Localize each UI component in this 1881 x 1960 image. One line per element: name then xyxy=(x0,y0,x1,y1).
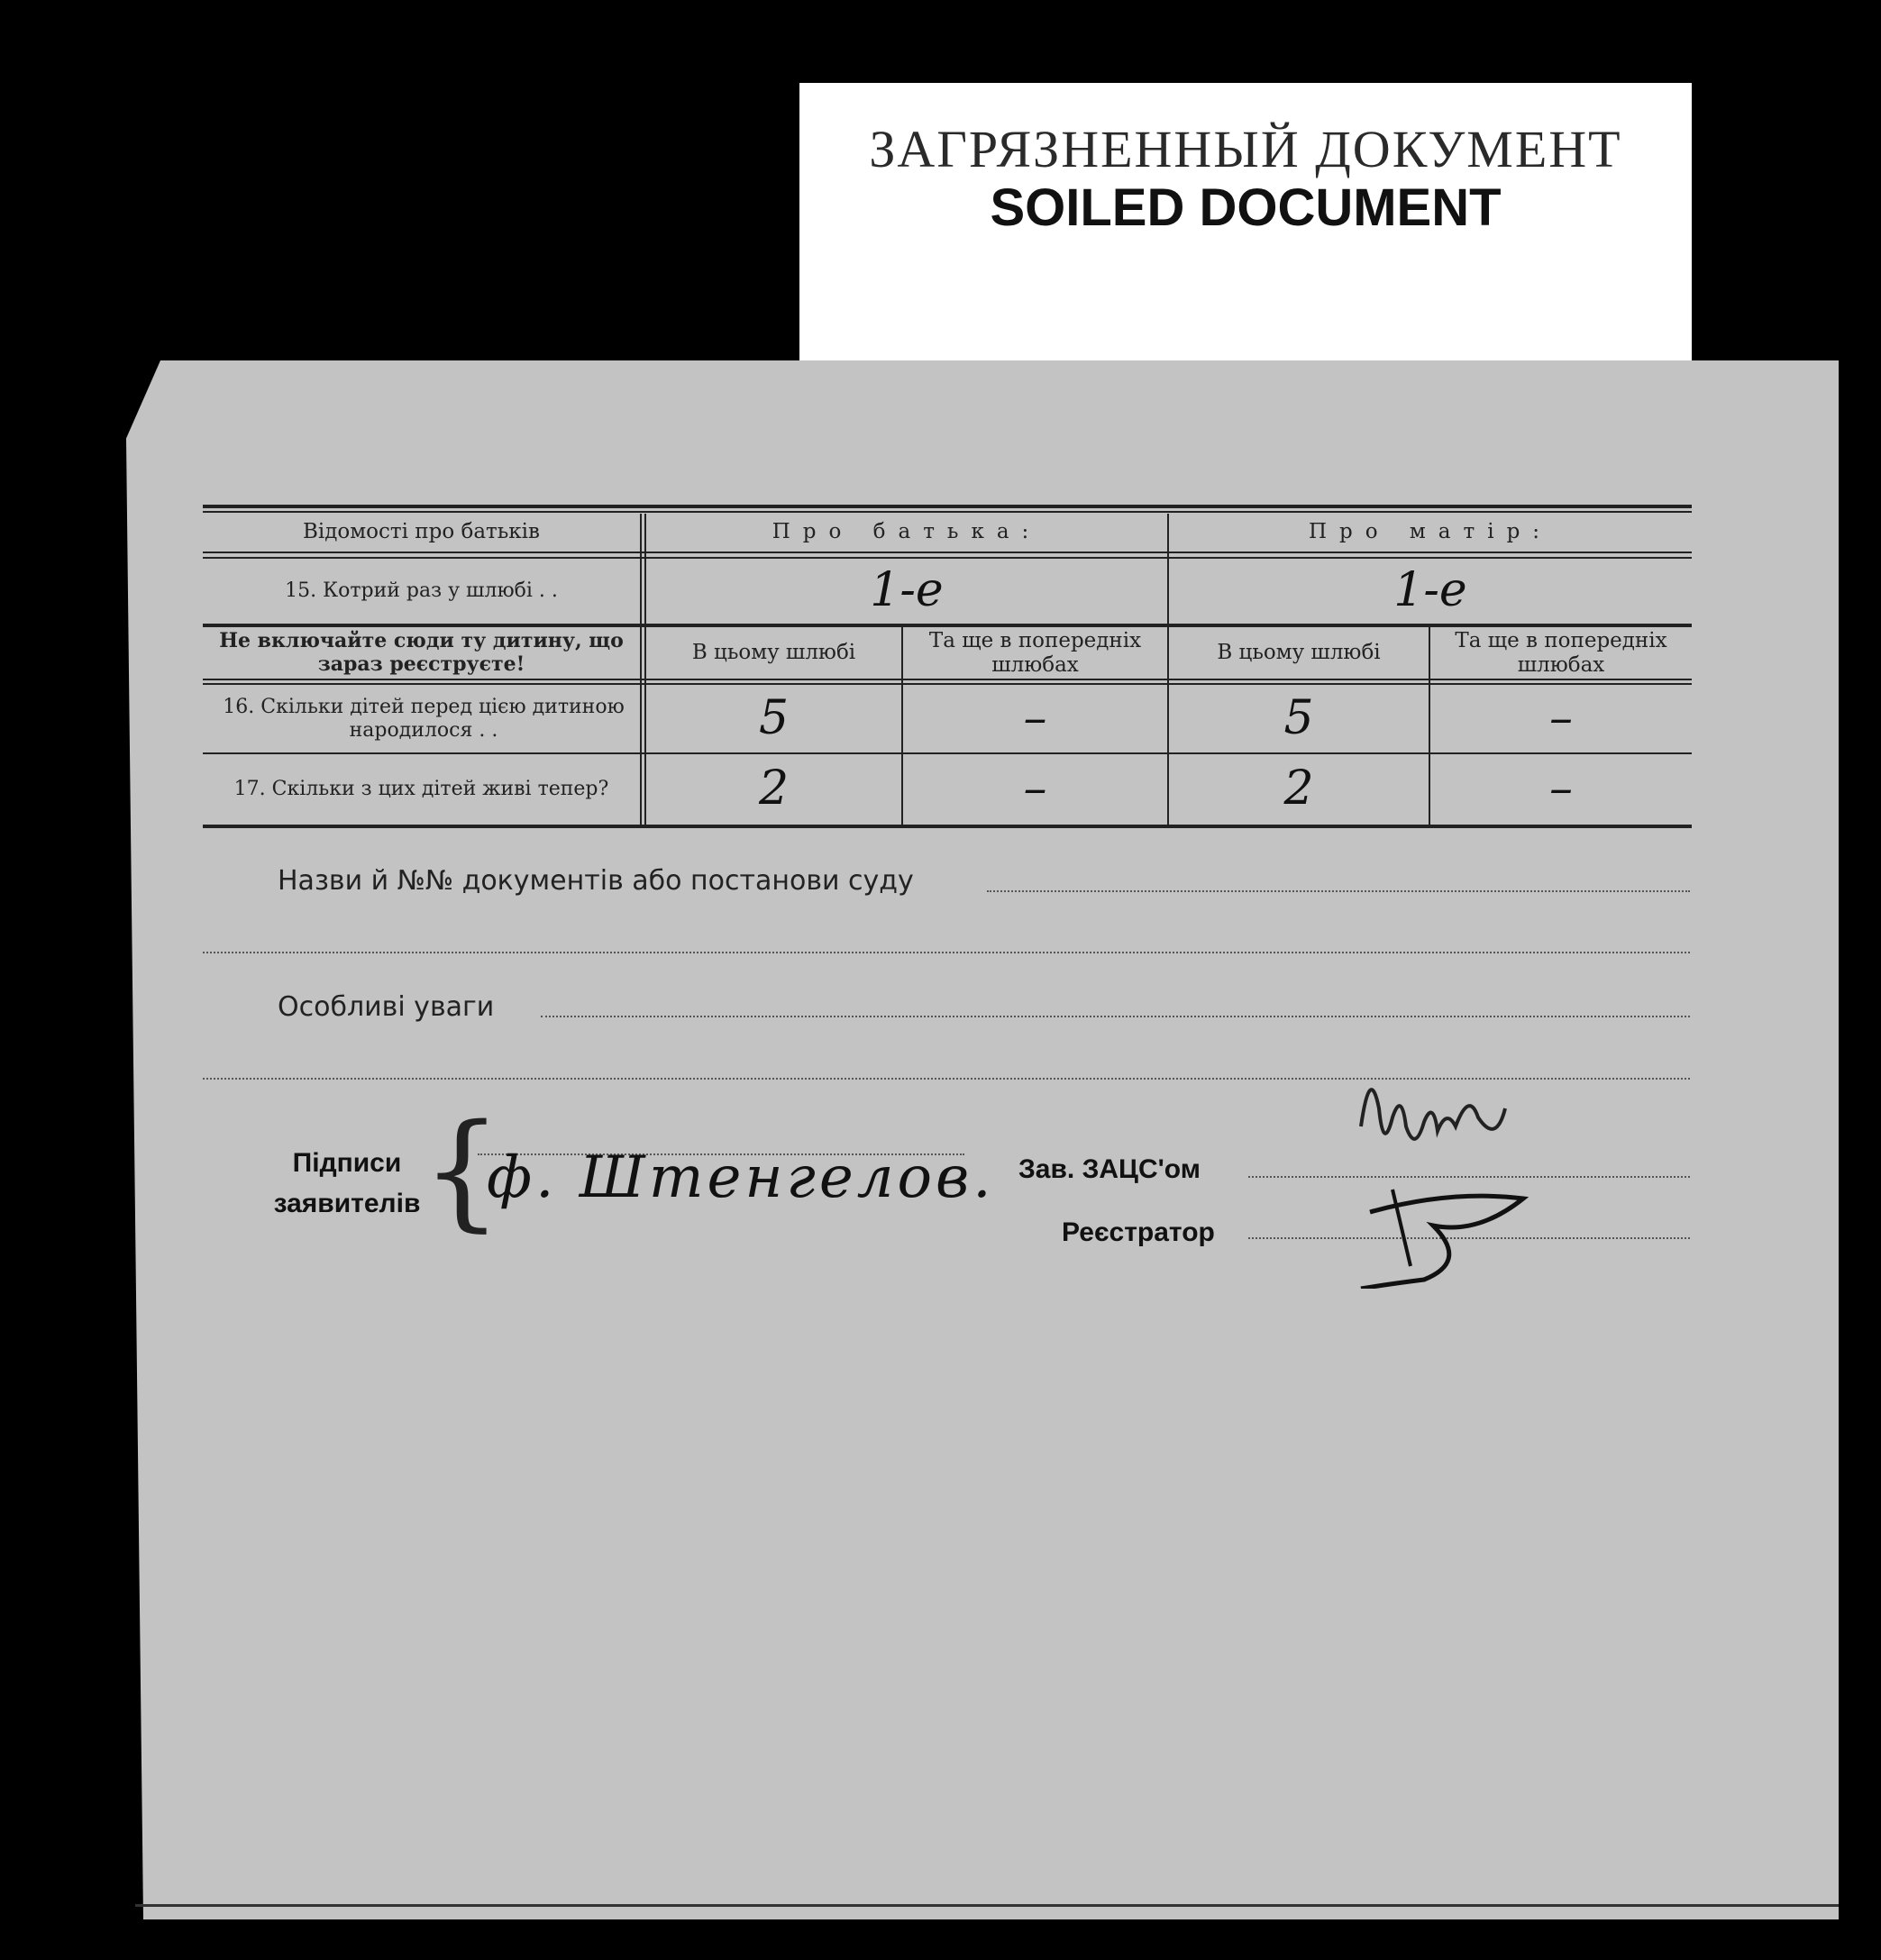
sheet-bottom-rule xyxy=(135,1904,1839,1907)
header-father: Про батька: xyxy=(772,520,1042,544)
row16-mother-previous: – xyxy=(1549,690,1573,745)
row17-label: 17. Скільки з цих дітей живі тепер? xyxy=(233,778,609,801)
row17-father-previous: – xyxy=(1023,761,1047,816)
table-top-rule xyxy=(203,505,1692,508)
row16-label: 16. Скільки дітей перед цією дитиною народилося . . xyxy=(223,696,625,742)
row15-father-value: 1-е xyxy=(870,563,944,618)
row15-label: 15. Котрий раз у шлюбі . . xyxy=(285,579,558,603)
row17-mother-previous: – xyxy=(1549,761,1573,816)
documents-field-line xyxy=(987,890,1690,892)
applicant-signature: ф. Штенгелов. xyxy=(487,1144,995,1211)
label-russian: ЗАГРЯЗНЕННЫЙ ДОКУМЕНТ xyxy=(869,120,1622,178)
header-mother: Про матір: xyxy=(1308,520,1553,544)
subheader-mother-previous: Та ще в попередніх шлюбах xyxy=(1455,629,1667,677)
header-parents-info: Відомості про батьків xyxy=(303,520,540,544)
row17-mother-this: 2 xyxy=(1283,761,1314,816)
table-header-rule xyxy=(203,552,1692,553)
table-bottom-rule xyxy=(203,825,1692,828)
documents-field-label: Назви й №№ документів або постанови суду xyxy=(278,865,914,897)
row16-father-this: 5 xyxy=(758,690,790,745)
row16-mother-this: 5 xyxy=(1283,690,1314,745)
table-col1-rule xyxy=(640,514,642,825)
row17-father-this: 2 xyxy=(758,761,790,816)
head-zags-label: Зав. ЗАЦС'ом xyxy=(1018,1154,1201,1184)
official-signature-mark xyxy=(1343,1054,1532,1289)
parents-info-table xyxy=(203,505,1692,829)
documents-field-line-2 xyxy=(203,952,1690,953)
soiled-document-label xyxy=(799,83,1692,380)
subheader-father-this: В цьому шлюбі xyxy=(691,641,856,665)
table-subheader-rule xyxy=(203,679,1692,680)
subheader-note: Не включайте сюди ту дитину, що зараз реєструєте! xyxy=(219,629,624,676)
applicants-signatures-label: Підписи заявителів xyxy=(273,1148,421,1218)
brace-glyph: { xyxy=(422,1098,503,1244)
subheader-mother-this: В цьому шлюбі xyxy=(1217,641,1381,665)
subheader-father-previous: Та ще в попередніх шлюбах xyxy=(928,629,1142,677)
label-english: SOILED DOCUMENT xyxy=(990,178,1502,237)
row15-mother-value: 1-е xyxy=(1393,563,1467,618)
remarks-field-label: Особливі уваги xyxy=(278,991,495,1023)
row16-father-previous: – xyxy=(1023,690,1047,745)
registrar-label: Реєстратор xyxy=(1062,1217,1215,1247)
remarks-field-line xyxy=(541,1016,1690,1017)
